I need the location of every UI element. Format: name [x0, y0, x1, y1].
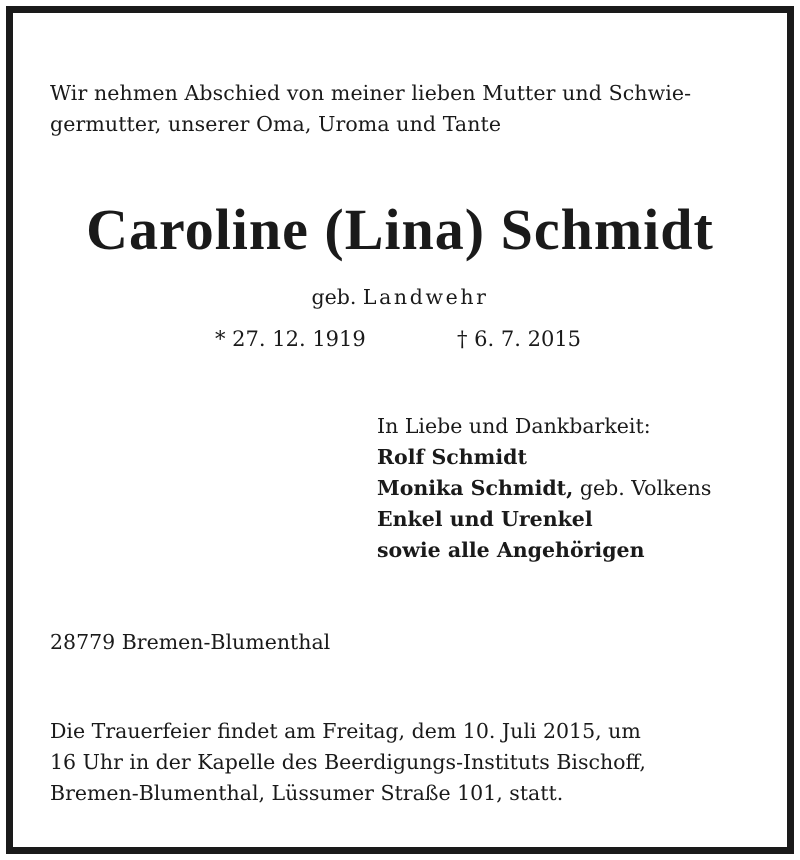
funeral-notice	[50, 716, 770, 809]
birth-date: * 27. 12. 1919	[215, 327, 366, 351]
mourner-monika: Monika Schmidt,	[377, 476, 574, 500]
mourner-monika-row	[377, 473, 711, 504]
death-date: † 6. 7. 2015	[457, 327, 582, 351]
maiden-name-line	[13, 283, 787, 311]
maiden-name: Landwehr	[362, 285, 489, 309]
maiden-prefix: geb.	[311, 285, 357, 309]
mourner-rolf: Rolf Schmidt	[377, 445, 527, 469]
mourner-monika-note: geb. Volkens	[579, 476, 712, 500]
mourners-heading: In Liebe und Dankbarkeit:	[377, 414, 651, 438]
deceased-name: Caroline (Lina) Schmidt	[86, 197, 714, 262]
funeral-line-2: 16 Uhr in der Kapelle des Beerdigungs-Instituts Bischoff,	[50, 750, 646, 774]
obituary-frame	[6, 6, 794, 854]
mourners-block	[377, 411, 711, 566]
intro-text	[50, 78, 770, 140]
funeral-line-3: Bremen-Blumenthal, Lüssumer Straße 101, statt.	[50, 781, 564, 805]
intro-line-2: germutter, unserer Oma, Uroma und Tante	[50, 112, 502, 136]
intro-line-1: Wir nehmen Abschied von meiner lieben Mutter und Schwie-	[50, 81, 692, 105]
place-line: 28779 Bremen-Blumenthal	[50, 630, 331, 654]
mourner-grandchildren: Enkel und Urenkel	[377, 507, 593, 531]
mourner-relatives: sowie alle Angehörigen	[377, 538, 645, 562]
funeral-line-1: Die Trauerfeier findet am Freitag, dem 10. Juli 2015, um	[50, 719, 641, 743]
